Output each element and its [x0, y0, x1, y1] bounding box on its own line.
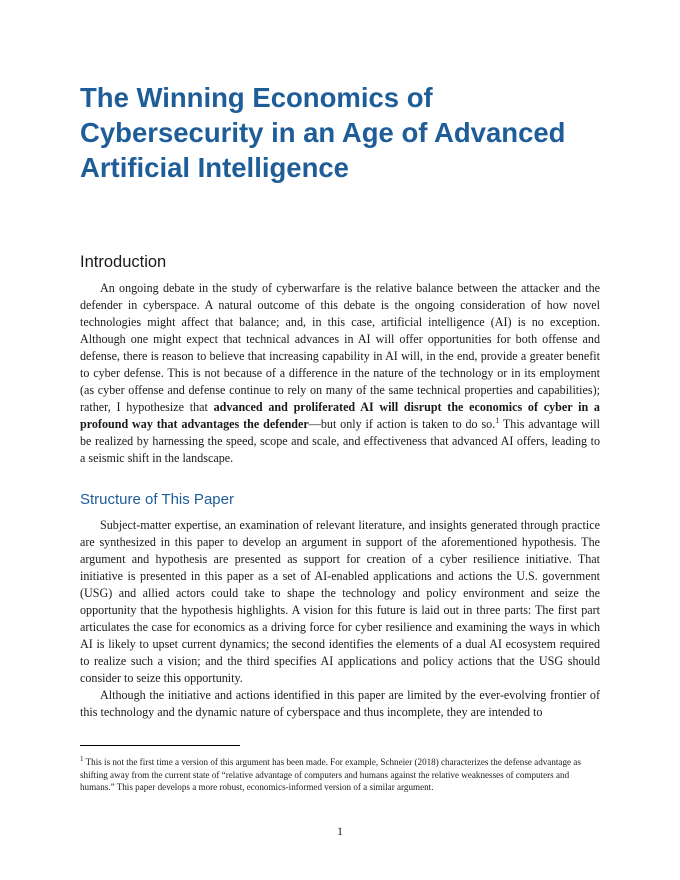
structure-body [80, 517, 600, 721]
footnote-reference[interactable]: 1 [495, 415, 500, 425]
intro-text-a: An ongoing debate in the study of cyberwarfare is the relative balance between the attacker and the defender in cyberspace. A natural outcome of this debate is the ongoing consideration of how novel technologies might affect that balance; and, in this case, artificial intelligence (AI) is no exception. Although one might expect that technical advances in AI will offer opportunities for both offense and defense, there is reason to believe that increasing capability in AI will, in the end, provide a greater benefit to cyber defense. This is not because of a difference in the nature of the technology or in its employment (as cyber offense and defense continue to rely on many of the same technical properties and capabilities); rather, I hypothesize that [80, 281, 600, 414]
structure-paragraph-2: Although the initiative and actions identified in this paper are limited by the ever-evolving frontier of this technology and the dynamic nature of cyberspace and thus incomplete, they are intended to [80, 688, 600, 719]
footnote [80, 756, 600, 794]
section-heading-structure: Structure of This Paper [80, 491, 234, 508]
footnote-separator [80, 745, 240, 746]
introduction-body [80, 280, 600, 467]
page-number: 1 [337, 824, 343, 838]
introduction-paragraph [80, 280, 600, 467]
section-heading-introduction: Introduction [80, 253, 167, 271]
paper-title: The Winning Economics of Cybersecurity in an Age of Advanced Artificial Intelligence [80, 82, 566, 183]
structure-paragraph-1: Subject-matter expertise, an examination of relevant literature, and insights generated through practice are synthesized in this paper to develop an argument in support of the aforementioned hypothesis. The argument and hypothesis are presented as support for creation of a cyber resilience initiative. That initiative is presented in this paper as a set of AI-enabled applications and actions the U.S. government (USG) and allied actors could take to shape the technology and policy environment and seize the opportunity that the hypothesis highlights. A vision for this future is laid out in three parts: The first part articulates the case for economics as a driving force for cyber resilience and examining the ways in which AI is likely to upset current dynamics; the second identifies the elements of a dual AI ecosystem required to realize such a vision; and the third specifies AI applications and policy actions that the USG should consider to seize this opportunity. [80, 518, 600, 685]
intro-text-b: —but only if action is taken to do so. [308, 417, 496, 431]
footnote-text: This is not the first time a version of this argument has been made. For example, Schneier (2018) characterizes the defense advantage as shifting away from the current state of “relative advantage of computers and humans against the relative weaknesses of computers and humans.” This paper develops a more robust, economics-informed version of a similar argument. [80, 757, 581, 792]
intro-text-c: This advantage will be realized by harnessing the speed, scope and scale, and effectiveness that advanced AI offers, leading to a seismic shift in the landscape. [80, 417, 600, 465]
footnote-marker: 1 [80, 754, 84, 763]
intro-hypothesis-bold: advanced and proliferated AI will disrupt the economics of cyber in a profound way that advantages the defender [80, 400, 600, 431]
